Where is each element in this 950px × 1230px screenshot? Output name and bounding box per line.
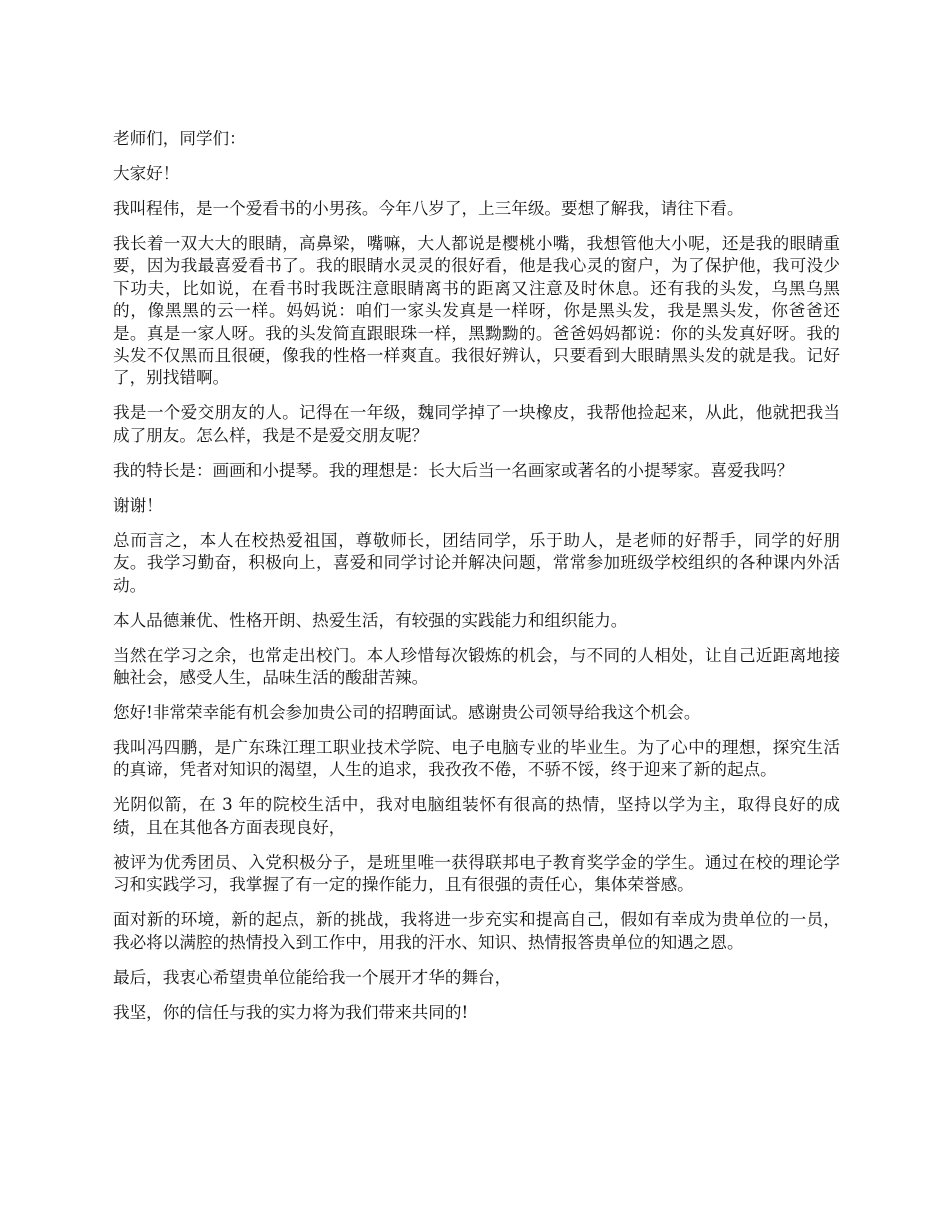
paragraph-character: 本人品德兼优、性格开朗、热爱生活，有较强的实践能力和组织能力。 (113, 610, 628, 630)
paragraph-thanks: 谢谢！ (113, 495, 163, 515)
paragraph-intro: 我叫程伟，是一个爱看书的小男孩。今年八岁了，上三年级。要想了解我，请往下看。 (113, 199, 744, 218)
paragraph-awards: 被评为优秀团员、入党积极分子，是班里唯一获得联邦电子教育奖学金的学生。通过在校的理论学习和实践学习，我掌握了有一定的操作能力，且有很强的责任心，集体荣誉感。 (113, 852, 840, 895)
paragraph-school-life: 光阴似箭，在 3 年的院校生活中，我对电脑组装怀有很高的热情，坚持以学为主，取得良好的成绩，且在其他各方面表现良好， (113, 795, 840, 837)
paragraph-closing-final: 我坚，你的信任与我的实力将为我们带来共同的! (113, 1002, 469, 1022)
paragraph-talents: 我的特长是：画画和小提琴。我的理想是：长大后当一名画家或著名的小提琴家。喜爱我吗？ (113, 460, 794, 480)
paragraph-outside-school: 当然在学习之余，也常走出校门。本人珍惜每次锻炼的机会，与不同的人相处，让自己近距离地接触社会，感受人生，品味生活的酸甜苦辣。 (113, 645, 840, 688)
paragraph-new-challenge: 面对新的环境，新的起点，新的挑战，我将进一步充实和提高自己，假如有幸成为贵单位的一员，我必将以满腔的热情投入到工作中，用我的汗水、知识、热情报答贵单位的知遇之恩。 (113, 910, 840, 952)
document-page (113, 128, 840, 1037)
paragraph-closing-hope: 最后，我衷心希望贵单位能给我一个展开才华的舞台， (113, 967, 512, 987)
paragraph-appearance: 我长着一双大大的眼睛，高鼻梁，嘴嘛，大人都说是樱桃小嘴，我想管他大小呢，还是我的眼睛重要，因为我最喜爱看书了。我的眼睛水灵灵的很好看，他是我心灵的窗户，为了保护他，我可没少下功夫，比如说，在看书时我既注意眼睛离书的距离又注意及时休息。还有我的头发，乌黑乌黑的，像黑黑的云一样。妈妈说：咱们一家头发真是一样呀，你是黑头发，我是黑头发，你爸爸还是。真是一家人呀。我的头发简直跟眼珠一样，黑黝黝的。爸爸妈妈都说：你的头发真好呀。我的头发不仅黑而且很硬，像我的性格一样爽直。我很好辨认，只要看到大眼睛黑头发的就是我。记好了，别找错啊。 (113, 234, 840, 388)
paragraph-interview-greeting: 您好!非常荣幸能有机会参加贵公司的招聘面试。感谢贵公司领导给我这个机会。 (113, 703, 701, 723)
salutation: 老师们，同学们： (113, 129, 246, 148)
paragraph-self-intro: 我叫冯四鹏，是广东珠江理工职业技术学院、电子电脑专业的毕业生。为了心中的理想，探究生活的真谛，凭者对知识的渴望，人生的追求，我孜孜不倦，不骄不馁，终于迎来了新的起点。 (113, 738, 840, 780)
paragraph-friends: 我是一个爱交朋友的人。记得在一年级，魏同学掉了一块橡皮，我帮他捡起来，从此，他就把我当成了朋友。怎么样，我是不是爱交朋友呢？ (113, 403, 840, 445)
paragraph-summary: 总而言之，本人在校热爱祖国，尊敬师长，团结同学，乐于助人，是老师的好帮手，同学的好朋友。我学习勤奋，积极向上，喜爱和同学讨论并解决问题，常常参加班级学校组织的各种课内外活动。 (113, 530, 840, 595)
greeting: 大家好！ (113, 164, 180, 183)
